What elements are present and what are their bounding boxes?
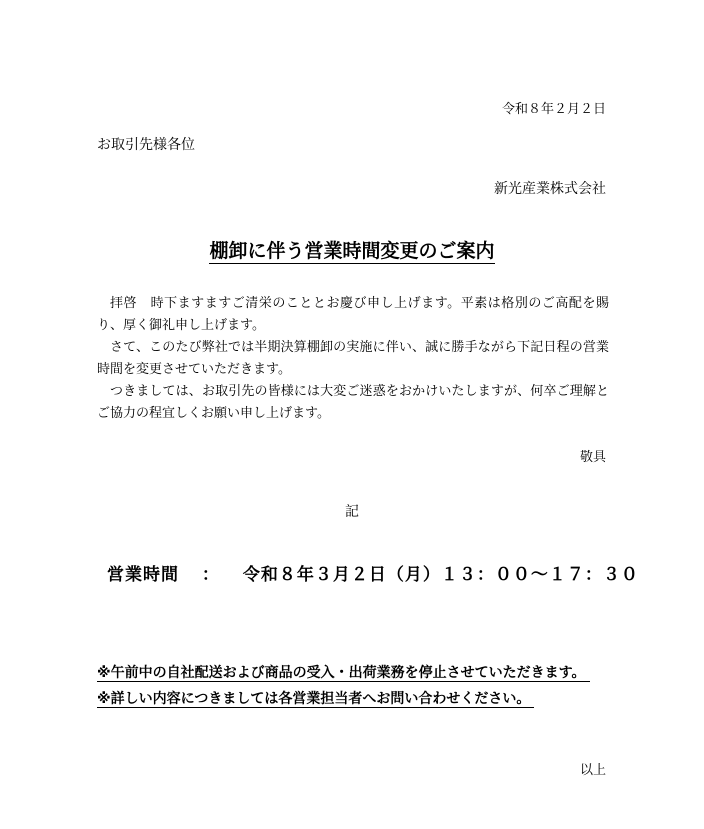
note-text: ※午前中の自社配送および商品の受入・出荷業務を停止させていただきます。 [97,665,590,682]
document-title [0,238,704,264]
note-text: ※詳しい内容につきましては各営業担当者へお問い合わせください。 [97,691,534,708]
sender-company: 新光産業株式会社 [494,181,606,197]
closing-keigu: 敬具 [579,450,606,465]
body-paragraph-notice: さて、このたび弊社では半期決算棚卸の実施に伴い、誠に勝手ながら下記日程の営業時間を変更させていただきます。 [97,340,609,377]
note-line [97,686,590,712]
business-hours-value: 令和８年３月２日（月）１３：００～１７：３０ [242,565,639,585]
recipient: お取引先様各位 [97,137,195,153]
notes [97,660,590,712]
body-paragraph-apology: つきましては、お取引先の皆様には大変ご迷惑をおかけいたしますが、何卒ご理解とご協力の程宜しくお願い申し上げます。 [97,384,609,421]
body-paragraph-greeting: 拝啓 時下ますますご清栄のこととお慶び申し上げます。平素は格別のご高配を賜り、厚く御礼申し上げます。 [97,296,609,333]
note-line [97,660,590,686]
letter-body [97,293,609,425]
ki-heading: 記 [345,504,359,520]
business-hours [107,563,639,587]
document-title-text: 棚卸に伴う営業時間変更のご案内 [209,240,495,262]
closing-ijou: 以上 [579,763,606,778]
business-hours-label: 営業時間 [107,565,179,585]
letter-date: 令和８年２月２日 [501,102,606,117]
business-hours-separator: ： [201,565,220,585]
